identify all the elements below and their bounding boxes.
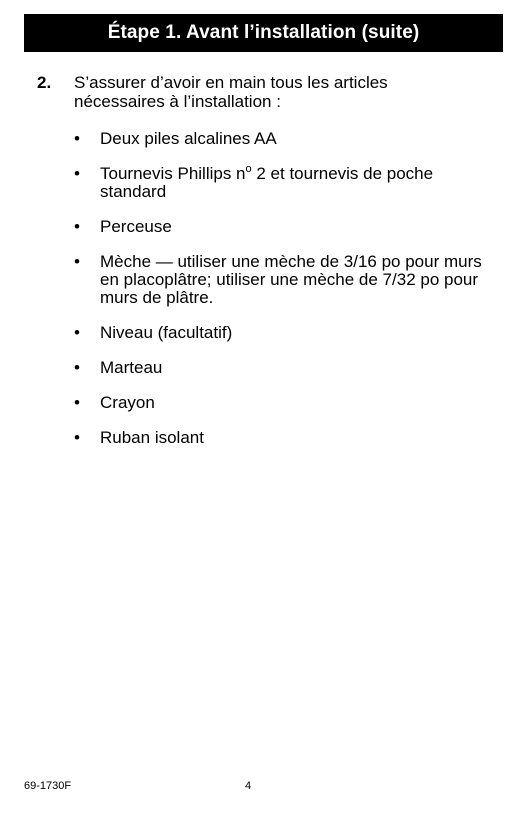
bullet-icon: •: [74, 164, 80, 183]
required-items-list: [74, 130, 494, 464]
page-number: 4: [245, 780, 252, 792]
list-item-text: [100, 164, 433, 201]
list-item-pencil: [74, 394, 494, 412]
section-header-bar: [24, 14, 503, 52]
list-item-tape: [74, 429, 494, 447]
list-item-text: Perceuse: [100, 217, 172, 236]
bullet-icon: •: [74, 358, 80, 377]
document-number: 69-1730F: [24, 780, 72, 792]
step-number: 2.: [37, 73, 52, 92]
superscript-text: o: [245, 163, 252, 175]
list-item-text: Niveau (facultatif): [100, 323, 233, 342]
list-item-text-part: Tournevis Phillips n: [100, 164, 246, 183]
bullet-icon: •: [74, 252, 80, 271]
list-item-hammer: [74, 359, 494, 377]
bullet-icon: •: [74, 129, 80, 148]
list-item-text: Marteau: [100, 358, 163, 377]
list-item-drill-bit: [74, 253, 494, 307]
list-item-screwdrivers: [74, 165, 494, 201]
list-item-batteries: [74, 130, 494, 148]
bullet-icon: •: [74, 393, 80, 412]
bullet-icon: •: [74, 428, 80, 447]
section-title: Étape 1. Avant l’installation (suite): [107, 22, 420, 43]
step-intro-text: S’assurer d’avoir en main tous les articles nécessaires à l’installation :: [74, 73, 388, 111]
list-item-text-part: 2 et tournevis de poche standard: [100, 164, 434, 201]
list-item-level: [74, 324, 494, 342]
list-item-text: Crayon: [100, 393, 155, 412]
bullet-icon: •: [74, 217, 80, 236]
list-item-text: Mèche — utiliser une mèche de 3/16 po pour murs en placoplâtre; utiliser une mèche de 7/32 po pour murs de plâtre.: [100, 252, 482, 307]
list-item-text: Deux piles alcalines AA: [100, 129, 277, 148]
bullet-icon: •: [74, 323, 80, 342]
list-item-text: Ruban isolant: [100, 428, 204, 447]
list-item-drill: [74, 218, 494, 236]
